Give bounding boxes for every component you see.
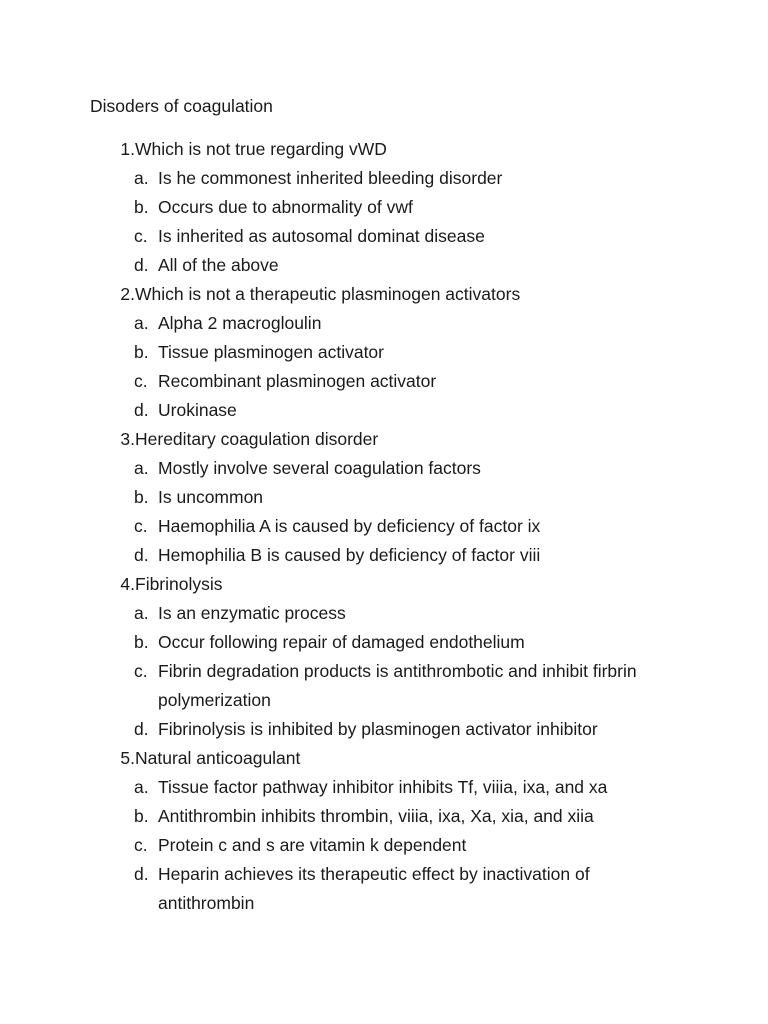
question-text: Fibrinolysis bbox=[135, 574, 223, 594]
question bbox=[90, 280, 690, 309]
question-number: 4. bbox=[120, 574, 135, 594]
option-letter: c. bbox=[134, 516, 148, 536]
option-letter: c. bbox=[134, 371, 148, 391]
option-letter: a. bbox=[134, 313, 149, 333]
option bbox=[90, 657, 690, 715]
option bbox=[90, 222, 690, 251]
option-letter: a. bbox=[134, 458, 149, 478]
question-number: 5. bbox=[120, 748, 135, 768]
question-text: Hereditary coagulation disorder bbox=[135, 429, 379, 449]
option-text: Is he commonest inherited bleeding disorder bbox=[158, 168, 503, 188]
option-letter: b. bbox=[134, 487, 149, 507]
option-text: Fibrinolysis is inhibited by plasminogen activator inhibitor bbox=[158, 719, 598, 739]
option-text: Tissue plasminogen activator bbox=[158, 342, 384, 362]
option-text: Hemophilia B is caused by deficiency of factor viii bbox=[158, 545, 541, 565]
option-letter: d. bbox=[134, 400, 149, 420]
option bbox=[90, 541, 690, 570]
option-text: Occur following repair of damaged endothelium bbox=[158, 632, 525, 652]
option bbox=[90, 338, 690, 367]
option bbox=[90, 802, 690, 831]
option-text: Tissue factor pathway inhibitor inhibits Tf, viiia, ixa, and xa bbox=[158, 777, 608, 797]
option-text: Is an enzymatic process bbox=[158, 603, 346, 623]
option bbox=[90, 773, 690, 802]
option-letter: c. bbox=[134, 835, 148, 855]
question bbox=[90, 135, 690, 164]
option-text: Haemophilia A is caused by deficiency of factor ix bbox=[158, 516, 541, 536]
option bbox=[90, 396, 690, 425]
option bbox=[90, 164, 690, 193]
question-block bbox=[90, 570, 690, 744]
option bbox=[90, 831, 690, 860]
option-text: Occurs due to abnormality of vwf bbox=[158, 197, 413, 217]
option bbox=[90, 483, 690, 512]
option-letter: b. bbox=[134, 806, 149, 826]
option-letter: a. bbox=[134, 168, 149, 188]
option bbox=[90, 251, 690, 280]
option-letter: c. bbox=[134, 226, 148, 246]
question-block bbox=[90, 744, 690, 918]
option-text: All of the above bbox=[158, 255, 279, 275]
question-number: 2. bbox=[120, 284, 135, 304]
option-text: Fibrin degradation products is antithrombotic and inhibit firbrin polymerization bbox=[158, 661, 637, 710]
option-letter: d. bbox=[134, 545, 149, 565]
option bbox=[90, 628, 690, 657]
option-text: Antithrombin inhibits thrombin, viiia, ixa, Xa, xia, and xiia bbox=[158, 806, 594, 826]
question-text: Natural anticoagulant bbox=[135, 748, 301, 768]
option-text: Is uncommon bbox=[158, 487, 264, 507]
option-text: Protein c and s are vitamin k dependent bbox=[158, 835, 467, 855]
question-text: Which is not true regarding vWD bbox=[135, 139, 387, 159]
question bbox=[90, 744, 690, 773]
option-text: Recombinant plasminogen activator bbox=[158, 371, 437, 391]
option-text: Alpha 2 macrogloulin bbox=[158, 313, 322, 333]
question-block bbox=[90, 425, 690, 570]
option bbox=[90, 367, 690, 396]
option bbox=[90, 860, 690, 918]
document-page bbox=[90, 92, 690, 918]
question bbox=[90, 570, 690, 599]
option-letter: d. bbox=[134, 719, 149, 739]
option-letter: d. bbox=[134, 864, 149, 884]
option-letter: a. bbox=[134, 603, 149, 623]
option bbox=[90, 193, 690, 222]
question-text: Which is not a therapeutic plasminogen activators bbox=[135, 284, 521, 304]
option bbox=[90, 454, 690, 483]
option-text: Urokinase bbox=[158, 400, 237, 420]
question-block bbox=[90, 280, 690, 425]
question-number: 1. bbox=[120, 139, 135, 159]
option-letter: b. bbox=[134, 197, 149, 217]
option-letter: b. bbox=[134, 342, 149, 362]
option-letter: c. bbox=[134, 661, 148, 681]
option-letter: a. bbox=[134, 777, 149, 797]
option-letter: d. bbox=[134, 255, 149, 275]
option-text: Heparin achieves its therapeutic effect by inactivation of antithrombin bbox=[158, 864, 590, 913]
option bbox=[90, 309, 690, 338]
option-text: Is inherited as autosomal dominat disease bbox=[158, 226, 485, 246]
option bbox=[90, 599, 690, 628]
question-number: 3. bbox=[120, 429, 135, 449]
option bbox=[90, 715, 690, 744]
option-text: Mostly involve several coagulation factors bbox=[158, 458, 481, 478]
question-block bbox=[90, 135, 690, 280]
question bbox=[90, 425, 690, 454]
document-title: Disoders of coagulation bbox=[90, 96, 273, 116]
option bbox=[90, 512, 690, 541]
option-letter: b. bbox=[134, 632, 149, 652]
